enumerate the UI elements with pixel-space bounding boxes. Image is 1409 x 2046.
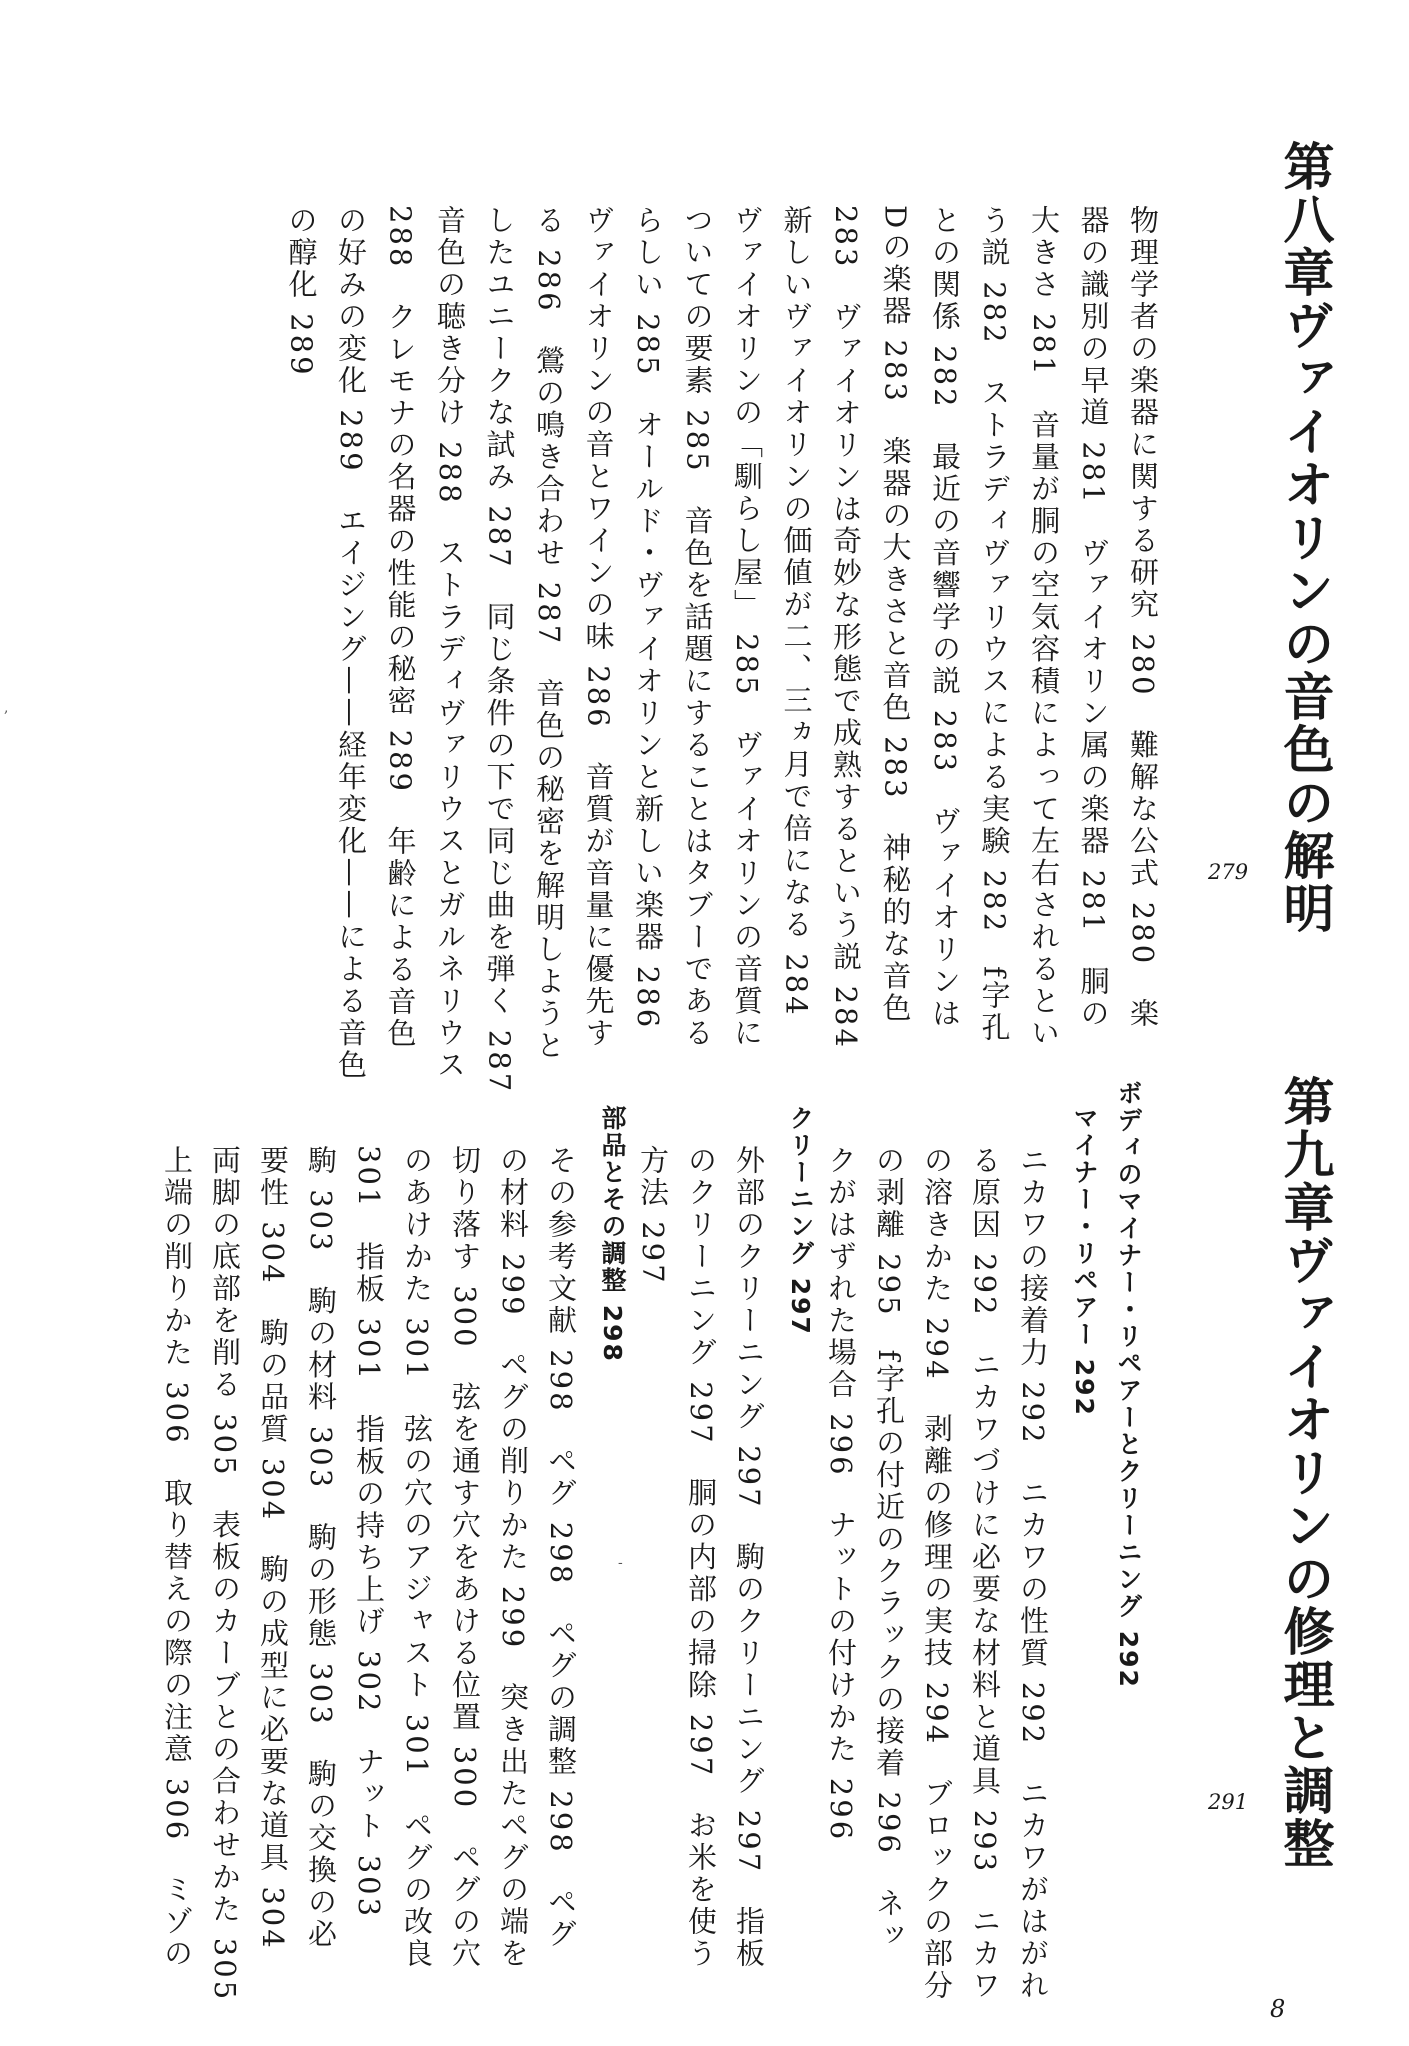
- subsection-heading: マイナー・リペアー 292: [1070, 1105, 1099, 1417]
- toc-line: の剥離 295 f字孔の付近のクラックの接着 296 ネッ: [872, 1145, 906, 1952]
- toc-line: う説 282 ストラディヴァリウスによる実験 282 f字孔: [977, 205, 1012, 1044]
- toc-line: 器の識別の早道 281 ヴァイオリン属の楽器 281 胴の: [1076, 205, 1111, 1031]
- chapter8-title-block: [1222, 140, 1340, 935]
- toc-line: ついての要素 285 音色を話題にすることはタブーである: [680, 205, 715, 1050]
- toc-line: の好みの変化 289 エイジング——経年変化——による音色: [334, 205, 368, 1082]
- margin-mark: ,: [4, 700, 9, 716]
- section-heading: クリーニング 297: [786, 1105, 815, 1336]
- section-heading: ボディのマイナー・リペアーとクリーニング 292: [1114, 1080, 1143, 1689]
- toc-line: の材料 299 ペグの削りかた 299 突き出たペグの端を: [496, 1145, 530, 1971]
- toc-line: る原因 292 ニカワづけに必要な材料と道具 293 ニカワ: [968, 1145, 1002, 2003]
- toc-line: 音色の聴き分け 288 ストラディヴァリウスとガルネリウス: [433, 205, 467, 1082]
- toc-line: ヴァイオリンの音とワインの味 286 音質が音量に優先す: [581, 205, 616, 1050]
- toc-line: したユニークな試み 287 同じ条件の下で同じ曲を弾く 287: [482, 205, 517, 1095]
- toc-line: 288 クレモナの名器の性能の秘密 289 年齢による音色: [383, 205, 418, 1050]
- toc-line: 283 ヴァイオリンは奇妙な形態で成熟するという説 284: [829, 205, 863, 1050]
- toc-line: ヴァイオリンの「馴らし屋」 285 ヴァイオリンの音質に: [730, 205, 764, 1050]
- toc-line: 方法 297: [636, 1145, 670, 1286]
- toc-line: クがはずれた場合 296 ナットの付けかた 296: [824, 1145, 858, 1843]
- section-heading: 部品とその調整 298: [598, 1105, 627, 1363]
- toc-line: との関係 282 最近の音響学の説 283 ヴァイオリンは: [928, 205, 962, 1031]
- chapter8-number: 第八章: [1274, 140, 1333, 299]
- toc-line: らしい 285 オールド・ヴァイオリンと新しい楽器 286: [631, 205, 665, 1031]
- toc-line: 両脚の底部を削る 305 表板のカーブとの合わせかた 305: [208, 1145, 242, 2003]
- toc-line: 駒 303 駒の材料 303 駒の形態 303 駒の交換の必: [304, 1145, 338, 1951]
- chapter9-number: 第九章: [1274, 1075, 1333, 1234]
- chapter9-page: 291: [1208, 1790, 1249, 1814]
- page-number: 8: [1270, 1995, 1286, 2023]
- chapter8-title: ヴァイオリンの音色の解明: [1274, 299, 1333, 935]
- chapter9-title: ヴァイオリンの修理と調整: [1274, 1234, 1333, 1870]
- stray-dash: -: [618, 1555, 623, 1571]
- toc-line: ニカワの接着力 292 ニカワの性質 292 ニカワがはがれ: [1016, 1145, 1050, 2003]
- chapter8-page: 279: [1208, 860, 1249, 884]
- toc-line: 301 指板 301 指板の持ち上げ 302 ナット 303: [352, 1145, 386, 1920]
- toc-line: 上端の削りかた 306 取り替えの際の注意 306 ミゾの: [160, 1145, 194, 1971]
- toc-line: の溶きかた 294 剥離の修理の実技 294 ブロックの部分: [920, 1145, 954, 2003]
- toc-line: 新しいヴァイオリンの価値が二、三ヵ月で倍になる 284: [779, 205, 814, 1018]
- toc-line: のあけかた 301 弦の穴のアジャスト 301 ペグの改良: [400, 1145, 434, 1971]
- toc-line: 外部のクリーニング 297 駒のクリーニング 297 指板: [732, 1145, 766, 1971]
- toc-line: 大きさ 281 音量が胴の空気容積によって左右されるとい: [1027, 205, 1061, 1050]
- toc-line: る 286 鶯の鳴き合わせ 287 音色の秘密を解明しようと: [532, 205, 566, 1063]
- toc-line: の醇化 289: [284, 205, 319, 378]
- toc-line: その参考文献 298 ペグ 298 ペグの調整 298 ペグ: [544, 1145, 578, 1951]
- toc-line: のクリーニング 297 胴の内部の掃除 297 お米を使う: [684, 1145, 718, 1971]
- toc-line: 切り落す 300 弦を通す穴をあける位置 300 ペグの穴: [448, 1145, 482, 1971]
- toc-line: 物理学者の楽器に関する研究 280 難解な公式 280 楽: [1126, 205, 1160, 1031]
- chapter9-title-block: [1222, 1075, 1340, 1870]
- toc-line: 要性 304 駒の品質 304 駒の成型に必要な道具 304: [256, 1145, 290, 1951]
- toc-line: Dの楽器 283 楽器の大きさと音色 283 神秘的な音色: [878, 205, 913, 1025]
